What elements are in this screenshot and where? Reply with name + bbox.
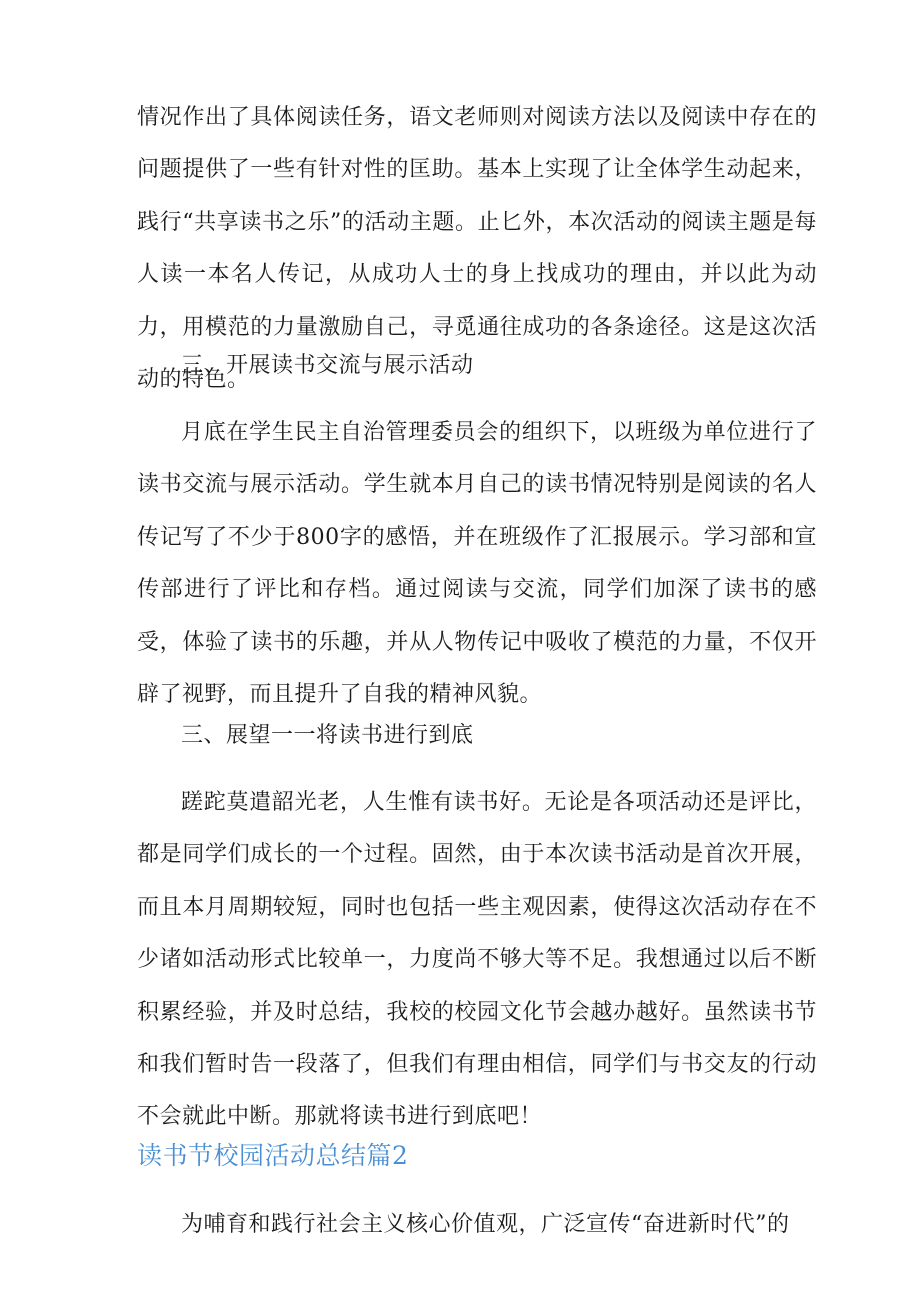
paragraph-next-section: 为哺育和践行社会主义核心价值观，广泛宣传“奋进新时代”的 [181, 1212, 790, 1237]
paragraph-continued: 情况作出了具体阅读任务，语文老师则对阅读方法以及阅读中存在的问题提供了一些有针对性的匡助。基本上实现了让全体学生动起来，践行“共享读书之乐”的活动主题。止匕外，本次活动的阅读主题是每人读一本名人传记，从成功人士的身上找成功的理由，并以此为动力，用模范的力量激励自己，寻觅通往成功的各条途径。这是这次活动的特色。 [137, 105, 817, 393]
heading-outlook: 三、展望一一将读书进行到底 [181, 723, 474, 748]
section-title: 读书节校园活动总结篇2 [137, 1141, 409, 1170]
paragraph-outlook: 蹉跎莫遣韶光老，人生惟有读书好。无论是各项活动还是评比，都是同学们成长的一个过程。固然，由于本次读书活动是首次开展，而且本月周期较短，同时也包括一些主观因素，使得这次活动存在不少诸如活动形式比较单一，力度尚不够大等不足。我想通过以后不断积累经验，并及时总结，我校的校园文化节会越办越好。虽然读书节和我们暂时告一段落了，但我们有理由相信，同学们与书交友的行动不会就此中断。那就将读书进行到底吧！ [137, 790, 817, 1130]
heading-reading-exchange: 三、开展读书交流与展示活动 [181, 353, 474, 378]
paragraph-reading-exchange: 月底在学生民主自治管理委员会的组织下，以班级为单位进行了读书交流与展示活动。学生就本月自己的读书情况特别是阅读的名人传记写了不少于800字的感悟，并在班级作了汇报展示。学习部和宣传部进行了评比和存档。通过阅读与交流，同学们加深了读书的感受，体验了读书的乐趣，并从人物传记中吸收了模范的力量，不仅开辟了视野，而且提升了自我的精神风貌。 [137, 420, 817, 708]
